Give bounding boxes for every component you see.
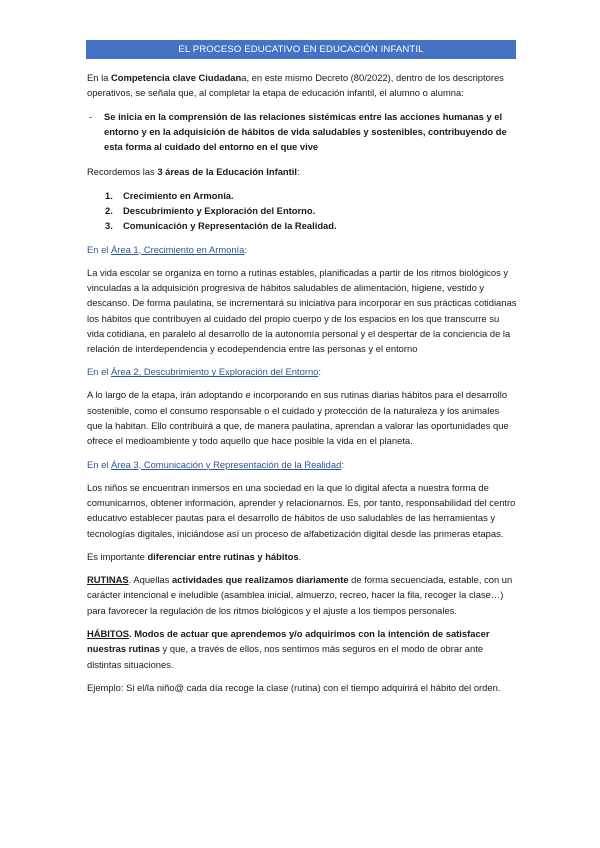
area-item-1: 1. Crecimiento en Armonía. <box>105 189 234 201</box>
area2-text: A lo largo de la etapa, irán adoptando e incorporando en sus rutinas diarias hábitos para el desarrollo sostenible, como el consumo responsable o el cuidado y protección de la naturaleza y los animales que la habitan. Ello contribuirá a que, de manera paulatina, aprendan a valorar las oportunidades que ofrece el medioambiente y todo aquello que hace posible la vida en el planeta. <box>87 389 509 447</box>
area-item-2: 2. Descubrimiento y Exploración del Entorno. <box>105 205 316 217</box>
rutinas-definition: RUTINAS. Aquellas actividades que realizamos diariamente de forma secuenciada, estable, con un carácter intencional e ineludible (asamblea inicial, almuerzo, recreo, hacer la fila, recoger la clase…) para favorecer la regulación de los ritmos biológicos y el ajuste a los tiempos personales. <box>87 574 513 616</box>
habitos-definition: HÁBITOS. Modos de actuar que aprendemos y/o adquirimos con la intención de satisfacer nuestras rutinas y que, a través de ellos, nos sentimos más seguros en el modo de obrar ante distintas situaciones. <box>87 628 490 670</box>
area2-heading: En el Área 2, Descubrimiento y Exploración del Entorno: <box>87 366 321 378</box>
example-paragraph: Ejemplo: Si el/la niño@ cada día recoge la clase (rutina) con el tiempo adquirirá el hábito del orden. <box>87 681 501 693</box>
descriptor-list <box>87 109 517 155</box>
areas-list <box>87 188 517 234</box>
diff-paragraph: Es importante diferenciar entre rutinas y hábitos. <box>87 550 302 562</box>
area3-text: Los niños se encuentran inmersos en una sociedad en la que lo digital afecta a nuestra forma de comunicarnos, obtener información, aprender y relacionarnos. Es, por tanto, responsabilidad del centro educativo establecer pautas para el desarrollo de hábitos de uso saludables de las herramientas y tecnologías digitales, iniciándose así un proceso de alfabetización digital desde las primeras etapas. <box>87 481 516 539</box>
page-title-banner: EL PROCESO EDUCATIVO EN EDUCACIÓN INFANTIL <box>86 40 516 59</box>
areas-intro: Recordemos las 3 áreas de la Educación Infantil: <box>87 166 300 178</box>
intro-paragraph: En la Competencia clave Ciudadana, en este mismo Decreto (80/2022), dentro de los descriptores operativos, se señala que, al completar la etapa de educación infantil, el alumno o alumna: <box>87 72 504 99</box>
document-body <box>87 70 517 703</box>
area1-heading: En el Área 1, Crecimiento en Armonía: <box>87 243 247 255</box>
area3-heading: En el Área 3, Comunicación y Representación de la Realidad: <box>87 458 344 470</box>
area-item-3: 3. Comunicación y Representación de la Realidad. <box>105 220 337 232</box>
area1-text: La vida escolar se organiza en torno a rutinas estables, planificadas a partir de los ritmos biológicos y vinculadas a la adquisición progresiva de hábitos saludables de alimentación, higiene, vestido y descanso. De forma paulatina, se incrementará su iniciativa para incorporar en sus prácticas cotidianas los hábitos que contribuyen al cuidado del propio cuerpo y de los espacios en los que transcurre su vida cotidiana, en paralelo al desarrollo de la autonomía personal y el despertar de la conciencia de la relación de interdependencia y ecodependencia entre las personas y el entorno <box>87 266 517 355</box>
descriptor-item: - Se inicia en la comprensión de las relaciones sistémicas entre las acciones humanas y el entorno y en la adquisición de hábitos de vida saludables y sostenibles, contribuyendo de esta forma al cuidado del entorno en el que vive <box>87 109 517 155</box>
rutinas-term: RUTINAS <box>87 574 129 586</box>
habitos-term: HÁBITOS <box>87 628 130 640</box>
